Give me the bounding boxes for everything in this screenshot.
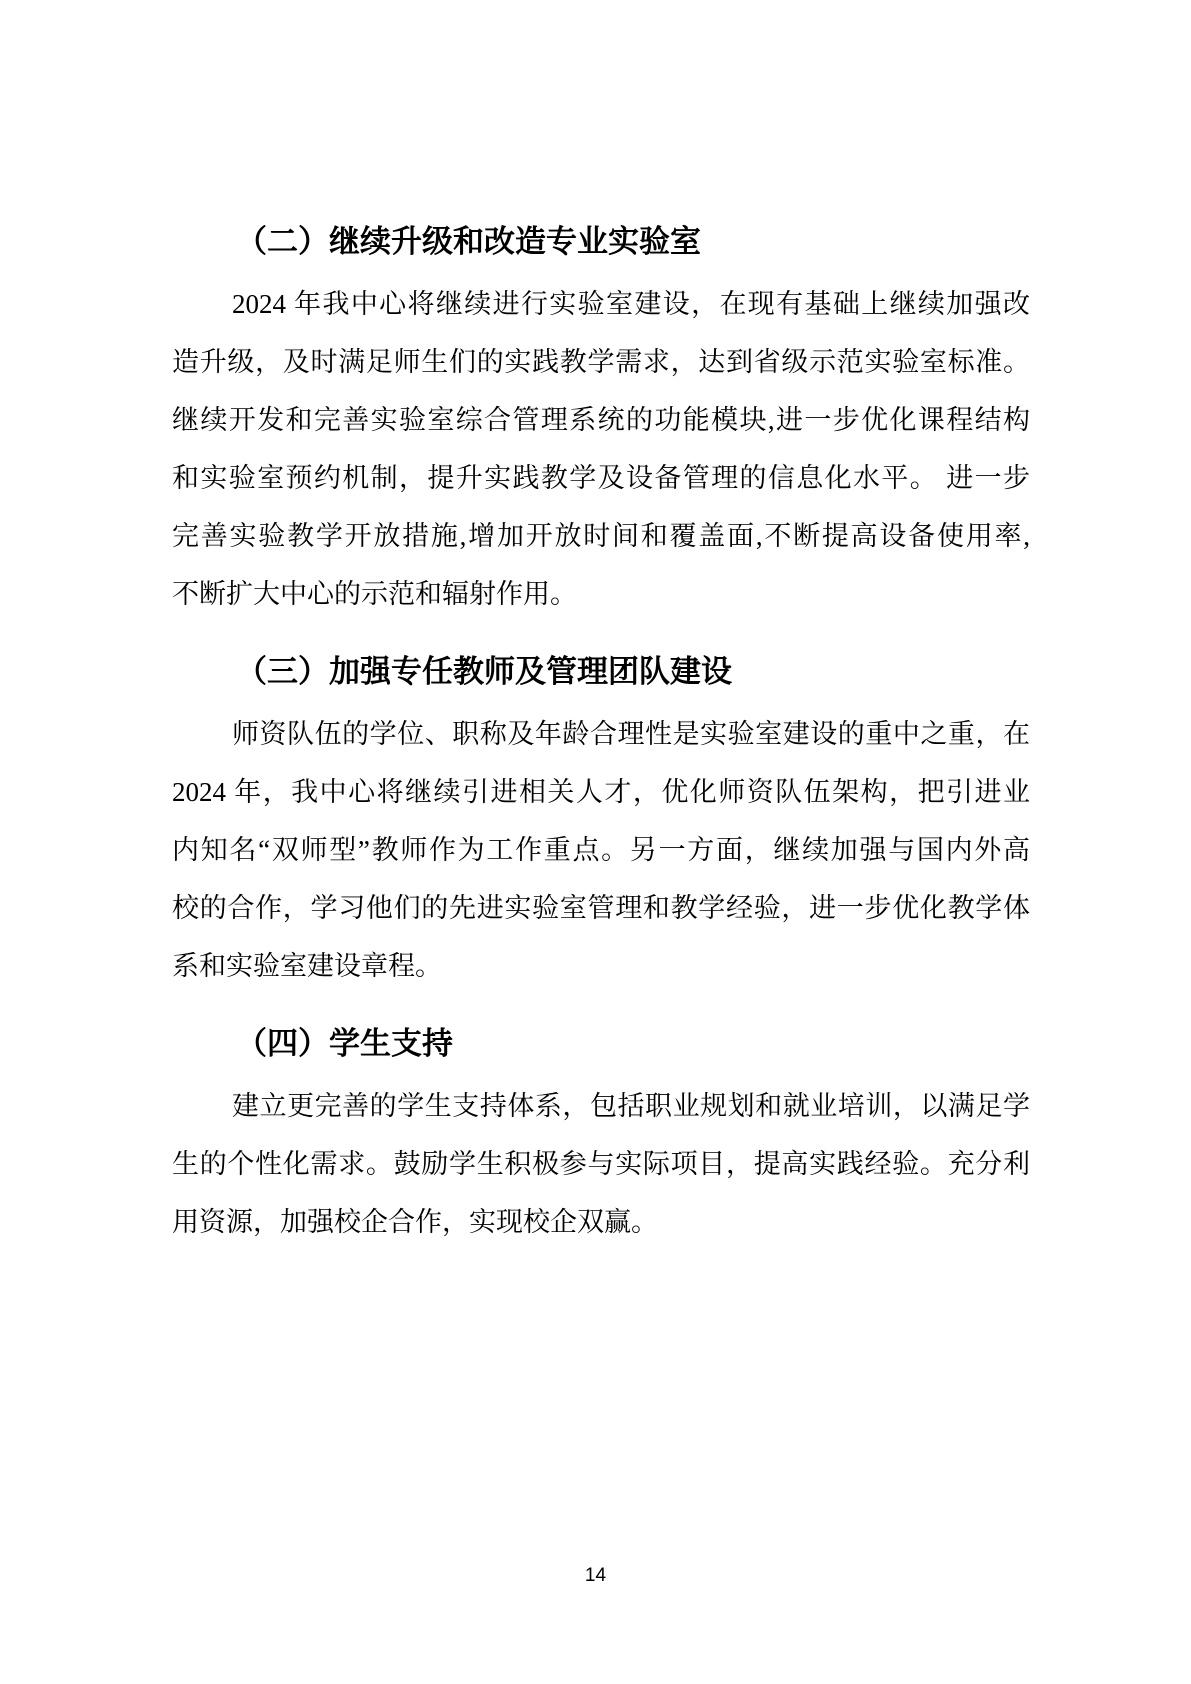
paragraph-line: 师资队伍的学位、职称及年龄合理性是实验室建设的重中之重，在	[232, 719, 1030, 749]
paragraph-line: 生的个性化需求。鼓励学生积极参与实际项目，提高实践经验。充分利	[172, 1149, 1030, 1179]
section-2-heading: （二）继续升级和改造专业实验室	[236, 224, 701, 259]
paragraph-line: 内知名“双师型”教师作为工作重点。另一方面，继续加强与国内外高	[172, 835, 1030, 865]
section-4-heading: （四）学生支持	[236, 1026, 453, 1061]
paragraph-line: 不断扩大中心的示范和辐射作用。	[172, 579, 577, 609]
paragraph-line: 造升级，及时满足师生们的实践教学需求，达到省级示范实验室标准。	[172, 347, 1030, 377]
section-4	[172, 1015, 1030, 1251]
paragraph-line: 完善实验教学开放措施,增加开放时间和覆盖面,不断提高设备使用率,	[172, 521, 1030, 551]
paragraph-line: 校的合作，学习他们的先进实验室管理和教学经验，进一步优化教学体	[172, 893, 1030, 923]
section-3-heading: （三）加强专任教师及管理团队建设	[236, 654, 732, 689]
paragraph-line: 2024 年，我中心将继续引进相关人才，优化师资队伍架构，把引进业	[172, 777, 1030, 807]
section-2	[172, 213, 1030, 623]
document-content	[172, 213, 1030, 1251]
paragraph-line: 2024 年我中心将继续进行实验室建设，在现有基础上继续加强改	[232, 289, 1030, 319]
section-3	[172, 643, 1030, 995]
paragraph-line: 用资源，加强校企合作，实现校企双赢。	[172, 1207, 658, 1237]
paragraph-line: 建立更完善的学生支持体系，包括职业规划和就业培训，以满足学	[232, 1091, 1030, 1121]
section-4-paragraph	[172, 1077, 1030, 1251]
section-3-paragraph	[172, 705, 1030, 995]
page-number: 14	[584, 1565, 607, 1586]
section-2-paragraph	[172, 275, 1030, 623]
paragraph-line: 和实验室预约机制，提升实践教学及设备管理的信息化水平。 进一步	[172, 463, 1030, 493]
paragraph-line: 系和实验室建设章程。	[172, 951, 442, 981]
paragraph-line: 继续开发和完善实验室综合管理系统的功能模块,进一步优化课程结构	[172, 405, 1030, 435]
